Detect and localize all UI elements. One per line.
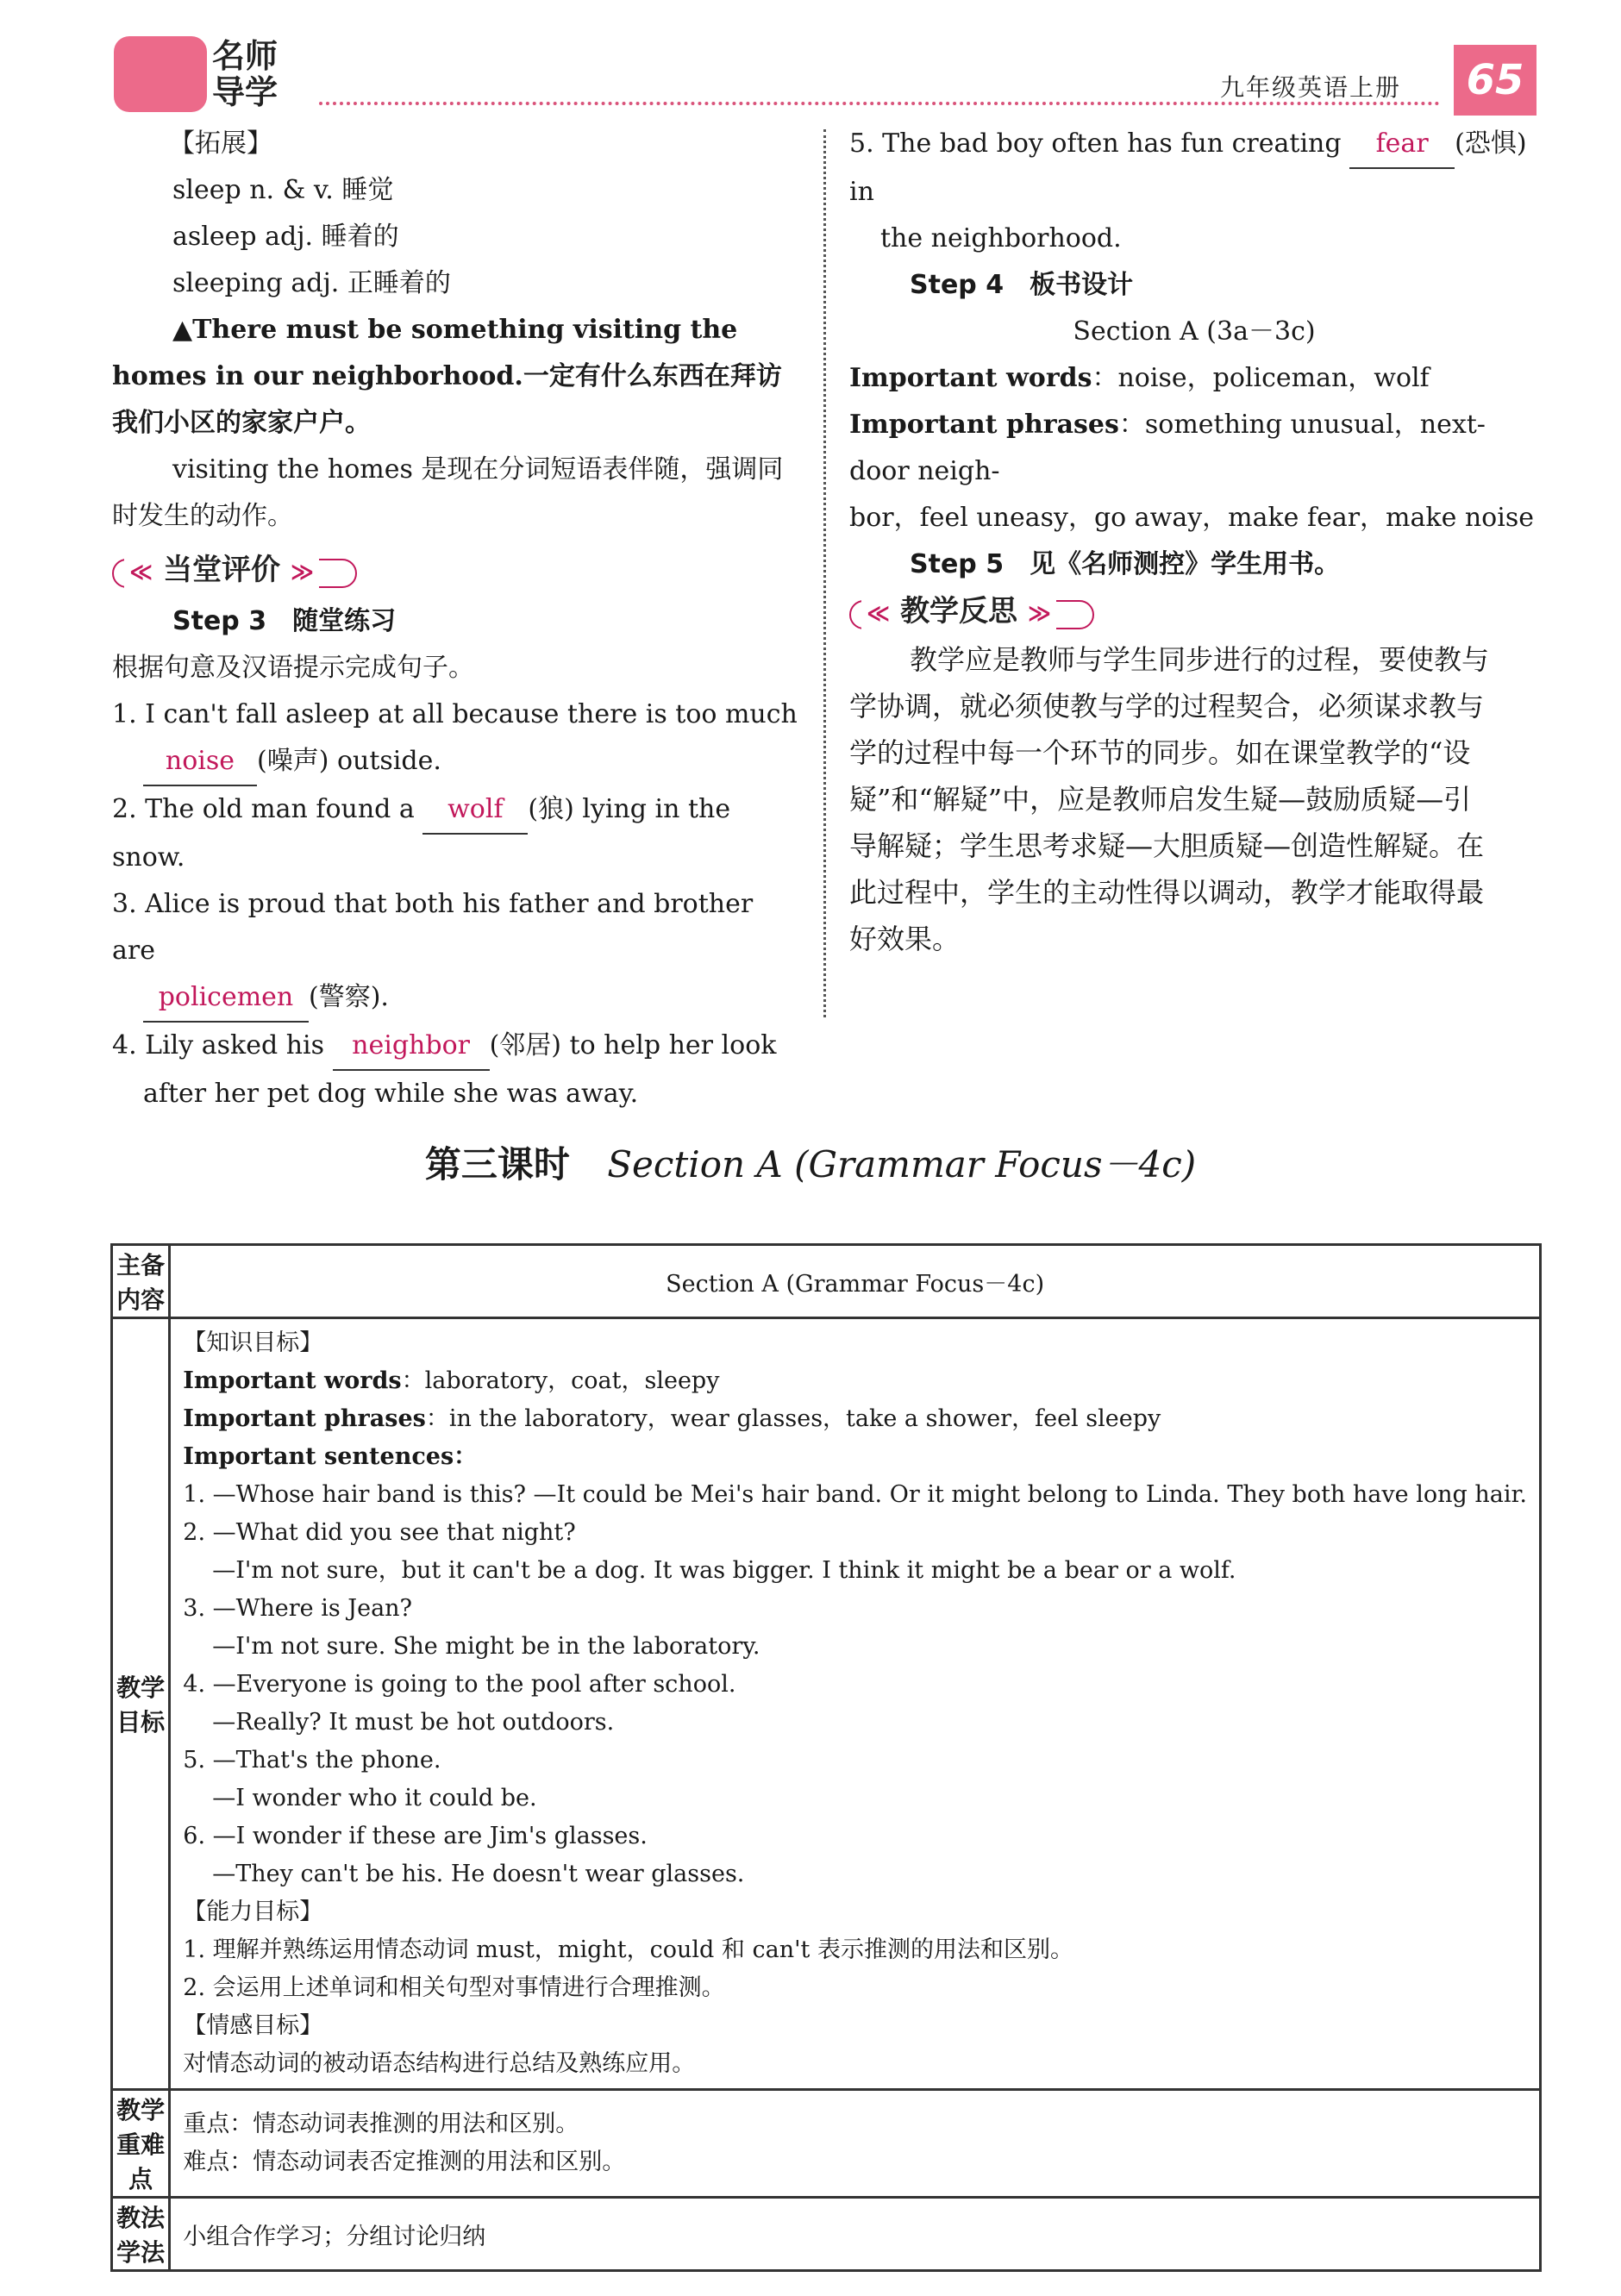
exercise-q5: 5. The bad boy often has fun creating fear (恐惧) in xyxy=(849,121,1539,216)
reflection-line: 此过程中，学生的主动性得以调动，教学才能取得最 xyxy=(849,876,1485,909)
board-phrases: Important phrases：something unusual，next-door neigh- xyxy=(849,410,1486,486)
ability-item: 2. 会运用上述单词和相关句型对事情进行合理推测。 xyxy=(183,1974,725,2001)
double-chevron-right-icon: ≫ xyxy=(1027,601,1052,627)
answer-q5: fear xyxy=(1349,121,1455,169)
difficult-point: 难点：情态动词表否定推测的用法和区别。 xyxy=(183,2149,626,2175)
reflection-line: 好效果。 xyxy=(849,923,961,955)
column-divider xyxy=(823,129,826,1017)
section-badge-reflection: ≪ 教学反思 ≫ xyxy=(849,588,1539,636)
left-column: 【拓展】 sleep n. & v. 睡觉 asleep adj. 睡着的 sleeping adj. 正睡着的 ▲There must be something visiting the homes in our neighborhood.一定有什么东西在拜访我们小区的家家户户。 visiting the homes 是现在分词短语表伴随，强调同时发生的动作。 ≪ 当堂评价 ≫ Step 3 随堂练习 根据句意及汉语提示完成句子。 1. I can't fall asleep at all because there is too much noise (噪声) outside. 2. The old man found a wolf (狼) lying in the snow. 3. Alice is proud that both his father and brother are policemen (警察). 4. Lily asked his neighbor (邻居) to help her look after her pet dog while she was away. xyxy=(112,121,802,1117)
key-sentence-translation: 一定有什么东西在拜访我们小区的家家户户。 xyxy=(112,361,782,438)
brand-name: 名师导学 xyxy=(212,37,279,111)
reflection-line: 学协调，就必须使教与学的过程契合，必须谋求教与 xyxy=(849,690,1485,723)
sentence-item: —I'm not sure. She might be in the laboratory. xyxy=(212,1633,760,1660)
step4-title: Step 4 板书设计 xyxy=(910,270,1134,300)
table-row xyxy=(112,2090,1541,2198)
board-phrases-line2: bor，feel uneasy，go away，make fear，make noise xyxy=(849,503,1534,533)
reflection-line: 导解疑；学生思考求疑—大胆质疑—创造性解疑。在 xyxy=(849,829,1485,862)
book-title: 九年级英语上册 xyxy=(1220,73,1402,102)
ability-title: 【能力目标】 xyxy=(183,1899,323,1925)
row-label-objectives: 教学目标 xyxy=(112,1318,170,2090)
answer-q2: wolf xyxy=(422,786,528,835)
reflection-line: 教学应是教师与学生同步进行的过程，要使教与 xyxy=(910,643,1490,676)
answer-q3: policemen xyxy=(143,974,309,1023)
expand-item: sleep n. & v. 睡觉 xyxy=(172,175,394,205)
brand-logo-icon xyxy=(114,36,207,112)
sentence-item: 6. —I wonder if these are Jim's glasses. xyxy=(183,1823,648,1849)
row-content-section: Section A (Grammar Focus－4c) xyxy=(170,1245,1541,1318)
methods-content: 小组合作学习；分组讨论归纳 xyxy=(170,2198,1541,2271)
section-badge-evaluation: ≪ 当堂评价 ≫ xyxy=(112,547,802,598)
key-point: 重点：情态动词表推测的用法和区别。 xyxy=(183,2111,579,2137)
knowledge-title: 【知识目标】 xyxy=(183,1329,323,1356)
exercise-q4: 4. Lily asked his neighbor (邻居) to help her look xyxy=(112,1023,802,1071)
exercise-instruction: 根据句意及汉语提示完成句子。 xyxy=(112,653,474,683)
sentence-item: 2. —What did you see that night? xyxy=(183,1519,576,1546)
sentence-item: 1. —Whose hair band is this? —It could be Mei's hair band. Or it might belong to Linda. They both have long hair. xyxy=(183,1481,1527,1508)
sentence-item: 4. —Everyone is going to the pool after school. xyxy=(183,1671,736,1698)
board-words: Important words：noise，policeman，wolf xyxy=(849,363,1430,393)
double-chevron-left-icon: ≪ xyxy=(867,601,891,627)
page-number: 65 xyxy=(1454,45,1537,116)
reflection-line: 疑”和“解疑”中，应是教师启发生疑—鼓励质疑—引 xyxy=(849,783,1472,816)
reflection-line: 学的过程中每一个环节的同步。如在课堂教学的“设 xyxy=(849,736,1471,769)
sentence-item: —They can't be his. He doesn't wear glasses. xyxy=(212,1861,745,1887)
double-chevron-right-icon: ≫ xyxy=(290,560,315,585)
exercise-q5-line2: the neighborhood. xyxy=(880,223,1122,253)
answer-q1: noise xyxy=(143,738,257,786)
expand-item: sleeping adj. 正睡着的 xyxy=(172,268,451,298)
exercise-q3: 3. Alice is proud that both his father and brother are xyxy=(112,889,754,966)
board-title: Section A (3a－3c) xyxy=(1073,316,1316,347)
sentence-item: 5. —That's the phone. xyxy=(183,1747,441,1774)
row-label-methods: 教法学法 xyxy=(112,2198,170,2271)
lesson-title: 第三课时 Section A (Grammar Focus－4c) xyxy=(424,1143,1197,1186)
objectives-content: 【知识目标】 Important words：laboratory，coat，sleepy Important phrases：in the laboratory，wear glasses，take a shower，feel sleepy Important sentences： 1. —Whose hair band is this? —It could be Mei's hair band. Or it might belong to Linda. They both have long hair. 2. —What did you see that night? —I'm not sure，but it can't be a dog. It was bigger. I think it might be a bear or a wolf. 3. —Where is Jean? —I'm not sure. She might be in the laboratory. 4. —Everyone is going to the pool after school. —Really? It must be hot outdoors. 5. —That's the phone. —I wonder who it could be. 6. —I wonder if these are Jim's glasses. —They can't be his. He doesn't wear glasses. 【能力目标】 1. 理解并熟练运用情态动词 must，might，could 和 can't 表示推测的用法和区别。 2. 会运用上述单词和相关句型对事情进行合理推测。 【情感目标】 对情态动词的被动语态结构进行总结及熟练应用。 xyxy=(170,1318,1541,2090)
step5: Step 5 见《名师测控》学生用书。 xyxy=(910,549,1341,579)
table-row xyxy=(112,1245,1541,1318)
step3-title: Step 3 随堂练习 xyxy=(172,606,397,636)
expand-title: 【拓展】 xyxy=(169,128,272,159)
sentence-item: —I'm not sure，but it can't be a dog. It was bigger. I think it might be a bear or a wolf. xyxy=(212,1557,1236,1584)
sentence-item: —Really? It must be hot outdoors. xyxy=(212,1709,615,1736)
ability-item: 1. 理解并熟练运用情态动词 must，might，could 和 can't 表示推测的用法和区别。 xyxy=(183,1936,1073,1963)
exercise-q1: 1. I can't fall asleep at all because there is too much xyxy=(112,699,798,729)
key-sentence: ▲There must be something visiting the homes in our neighborhood. xyxy=(112,315,738,391)
expand-item: asleep adj. 睡着的 xyxy=(172,222,399,252)
right-column xyxy=(849,121,1539,962)
emotion-item: 对情态动词的被动语态结构进行总结及熟练应用。 xyxy=(183,2050,696,2077)
emotion-title: 【情感目标】 xyxy=(183,2012,323,2039)
sentence-item: 3. —Where is Jean? xyxy=(183,1595,413,1622)
row-label-key-points: 教学重难点 xyxy=(112,2090,170,2198)
exercise-q4-line2: after her pet dog while she was away. xyxy=(143,1079,639,1109)
table-row xyxy=(112,2198,1541,2271)
sentence-item: —I wonder who it could be. xyxy=(212,1785,537,1811)
answer-q4: neighbor xyxy=(333,1023,490,1071)
grammar-note: visiting the homes 是现在分词短语表伴随，强调同时发生的动作。 xyxy=(112,454,784,531)
double-chevron-left-icon: ≪ xyxy=(129,560,153,585)
lesson-plan-table xyxy=(110,1243,1542,2272)
table-row xyxy=(112,1318,1541,2090)
row-label-content: 主备内容 xyxy=(112,1245,170,1318)
exercise-q2: 2. The old man found a wolf (狼) lying in the snow. xyxy=(112,786,802,881)
